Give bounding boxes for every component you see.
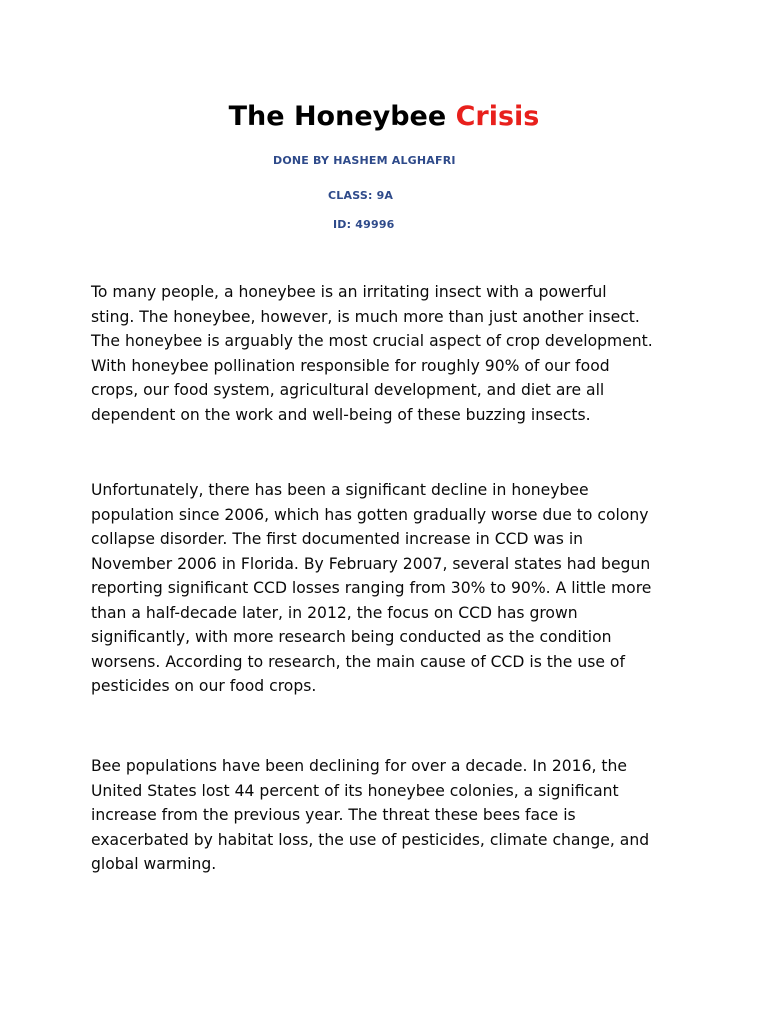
paragraph-line: than a half-decade later, in 2012, the focus on CCD has grown — [91, 603, 578, 622]
title-accent: Crisis — [455, 101, 540, 132]
id-text: ID: 49996 — [333, 218, 395, 231]
paragraph-line: United States lost 44 percent of its honeybee colonies, a significant — [91, 781, 619, 800]
paragraph-line: November 2006 in Florida. By February 2007, several states had begun — [91, 554, 651, 573]
paragraph-line: reporting significant CCD losses ranging from 30% to 90%. A little more — [91, 579, 652, 597]
paragraph-line: Unfortunately, there has been a significant decline in honeybee — [91, 481, 589, 499]
paragraph-line: collapse disorder. The first documented increase in CCD was in — [91, 530, 584, 548]
author-text: DONE BY HASHEM ALGHAFRI — [273, 154, 456, 167]
paragraph-line: global warming. — [91, 855, 217, 873]
paragraph-line: dependent on the work and well-being of these buzzing insects. — [91, 405, 591, 424]
paragraph-line: exacerbated by habitat loss, the use of pesticides, climate change, and — [91, 830, 650, 849]
paragraph-line: population since 2006, which has gotten gradually worse due to colony — [91, 505, 649, 524]
paragraph-1 — [91, 280, 691, 427]
class-text: CLASS: 9A — [328, 189, 394, 202]
paragraph-3 — [91, 754, 691, 877]
title-main: The Honeybee — [228, 101, 447, 132]
document-title — [0, 97, 768, 137]
paragraph-line: worsens. According to research, the main cause of CCD is the use of — [91, 652, 625, 671]
paragraph-line: crops, our food system, agricultural development, and diet are all — [91, 381, 605, 399]
paragraph-line: To many people, a honeybee is an irritating insect with a powerful — [91, 283, 607, 301]
paragraph-2 — [91, 478, 691, 699]
paragraph-line: pesticides on our food crops. — [91, 677, 317, 695]
paragraph-line: sting. The honeybee, however, is much more than just another insect. — [91, 307, 640, 326]
paragraph-line: significantly, with more research being conducted as the condition — [91, 628, 612, 646]
paragraph-line: The honeybee is arguably the most crucial aspect of crop development. — [91, 332, 653, 350]
paragraph-line: increase from the previous year. The threat these bees face is — [91, 806, 576, 824]
paragraph-line: With honeybee pollination responsible for roughly 90% of our food — [91, 356, 610, 375]
paragraph-line: Bee populations have been declining for over a decade. In 2016, the — [91, 757, 628, 775]
